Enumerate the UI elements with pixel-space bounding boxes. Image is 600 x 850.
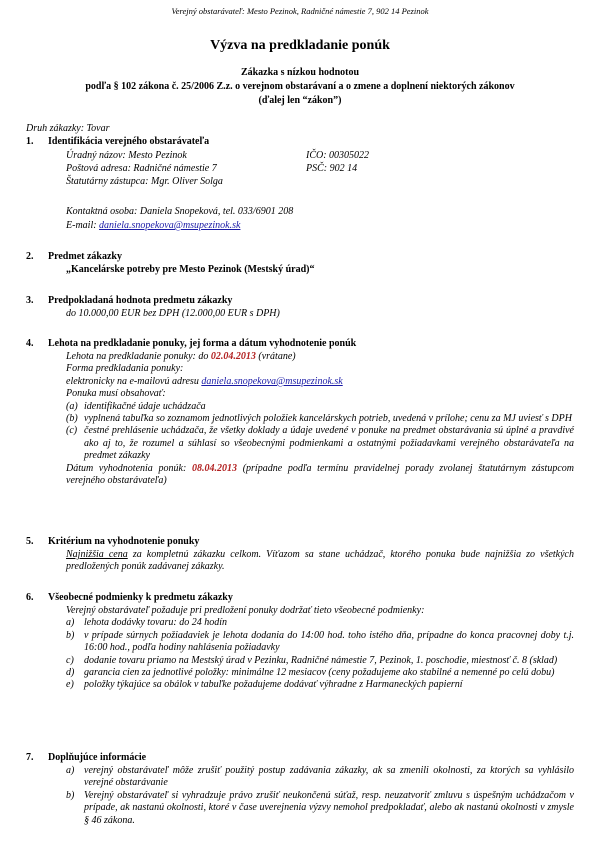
info-a-text: verejný obstarávateľ môže zrušiť použitý postup zadávania zákazky, ak sa zmenili okolnosti, za ktorých sa vyhlásilo verejné obstarávanie <box>84 765 574 789</box>
subject-of-contract: „Kancelárske potreby pre Mesto Pezinok (Mestský úrad)“ <box>66 264 315 275</box>
condition-c <box>66 655 574 667</box>
evaluation-date-line <box>66 463 574 488</box>
subtitle-line-3: (ďalej len “zákon”) <box>258 95 342 106</box>
condition-d-text: garancia cien za jednotlivé položky: minimálne 12 mesiacov (ceny požadujeme ako stabilné a nemenné po celú dobu) <box>84 667 555 679</box>
section-6-title: Všeobecné podmienky k predmetu zákazky <box>48 592 233 603</box>
evaluation-date: 08.04.2013 <box>191 462 237 474</box>
submission-email-line <box>66 376 574 388</box>
official-name: Úradný názov: Mesto Pezinok <box>66 150 187 161</box>
condition-e-text: položky týkajúce sa obálok v tabuľke požadujeme dodávať výhradne z Harmaneckých papierní <box>84 679 463 691</box>
document-subtitle <box>20 66 580 108</box>
condition-a <box>66 617 574 629</box>
submission-form: Forma predkladania ponuky: <box>66 363 184 375</box>
ico: IČO: 00305022 <box>306 150 370 161</box>
section-1-number: 1. <box>26 136 34 147</box>
postal-code: PSČ: 902 14 <box>306 163 358 174</box>
postal-address: Poštová adresa: Radničné námestie 7 <box>66 163 217 174</box>
section-3-number: 3. <box>26 295 34 306</box>
email-label: E-mail: <box>66 220 100 231</box>
condition-b-text: v prípade súrnych požiadaviek je lehota dodania do 14:00 hod. toho istého dňa, prípadne do konca pracovnej doby t.j. 16:00 hod., podľa hodiny nahlásenia požiadavky <box>84 629 574 654</box>
info-b <box>66 790 574 827</box>
contract-type: Druh zákazky: Tovar <box>26 123 110 134</box>
section-5-title: Kritérium na vyhodnotenie ponuky <box>48 536 200 547</box>
condition-a-text: lehota dodávky tovaru: do 24 hodín <box>84 617 228 629</box>
condition-e <box>66 679 574 691</box>
deadline-date: 02.04.2013 <box>210 351 256 362</box>
contact-person: Kontaktná osoba: Daniela Snopeková, tel. 033/6901 208 <box>66 206 294 217</box>
condition-b-label: b) <box>66 629 75 641</box>
section-6-number: 6. <box>26 592 34 603</box>
condition-d <box>66 667 574 679</box>
section-1-title: Identifikácia verejného obstarávateľa <box>48 136 210 147</box>
section-5-number: 5. <box>26 536 34 547</box>
condition-c-label: c) <box>66 654 74 666</box>
section-4-body <box>66 351 574 487</box>
criterion-text <box>66 549 574 574</box>
running-header: Verejný obstarávateľ: Mesto Pezinok, Radničné námestie 7, 902 14 Pezinok <box>171 6 429 16</box>
submission-email-link[interactable]: daniela.snopekova@msupezinok.sk <box>201 375 343 387</box>
condition-c-text: dodanie tovaru priamo na Mestský úrad v Pezinku, Radničné námestie 7, Pezinok, 1. poschodie, miestnosť č. 8 (sklad) <box>84 654 558 666</box>
offer-item-b <box>66 413 574 425</box>
section-4-title: Lehota na predkladanie ponuky, jej forma a dátum vyhodnotenie ponúk <box>48 338 357 349</box>
deadline-suffix: (vrátane) <box>255 351 296 362</box>
offer-item-c-label: (c) <box>66 425 78 437</box>
offer-item-a-label: (a) <box>66 400 78 412</box>
section-2-number: 2. <box>26 251 34 262</box>
info-b-text: Verejný obstarávateľ si vyhradzuje právo zrušiť neukončenú súťaž, resp. neuzatvoriť zmluvu s úspešným uchádzačom v prípade, ak nastanú okolnosti, ktoré v čase uverejnenia výzvy nemohol predpokladať, alebo ak nastanú okolnosti v zmysle § 46 zákona. <box>84 789 574 826</box>
offer-item-a <box>66 401 574 413</box>
condition-d-label: d) <box>66 667 75 679</box>
document-title: Výzva na predkladanie ponúk <box>210 38 390 53</box>
criterion-lead: Najnižšia cena <box>66 549 128 560</box>
section-7-title: Doplňujúce informácie <box>48 752 147 763</box>
statutory-representative: Štatutárny zástupca: Mgr. Oliver Solga <box>66 176 223 187</box>
offer-item-c-text: čestné prehlásenie uchádzača, že všetky doklady a údaje uvedené v ponuke na predmet obstarávania sú úplné a pravdivé ako aj to, že rozumel a súhlasí so všeobecnými podmienkami a ostatnými požiadavkami verejného obstarávateľa na predmet zákazky <box>84 425 574 462</box>
info-b-label: b) <box>66 789 75 801</box>
evaluation-date-label: Dátum vyhodnotenia ponúk: <box>66 462 192 474</box>
section-7-number: 7. <box>26 752 34 763</box>
offer-contents-label: Ponuka musí obsahovať: <box>66 388 166 400</box>
section-3-title: Predpokladaná hodnota predmetu zákazky <box>48 295 233 306</box>
section-4-number: 4. <box>26 338 34 349</box>
submission-email-label: elektronicky na e-mailovú adresu <box>66 375 202 387</box>
section-6-body <box>66 605 574 692</box>
deadline-label: Lehota na predkladanie ponuky: do <box>66 351 211 362</box>
offer-item-a-text: identifikačné údaje uchádzača <box>84 400 206 412</box>
conditions-intro: Verejný obstarávateľ požaduje pri predložení ponuky dodržať tieto všeobecné podmienky: <box>66 605 425 616</box>
offer-item-b-label: (b) <box>66 413 78 425</box>
offer-item-c <box>66 425 574 462</box>
section-7-body <box>66 765 574 827</box>
info-a-label: a) <box>66 765 75 776</box>
condition-b <box>66 630 574 655</box>
deadline-line <box>66 351 574 363</box>
info-a <box>66 765 574 790</box>
subtitle-line-2: podľa § 102 zákona č. 25/2006 Z.z. o verejnom obstarávaní a o zmene a doplnení niektorých zákonov <box>85 81 515 92</box>
criterion-body: za kompletnú zákazku celkom. Víťazom sa stane uchádzač, ktorého ponuka bude najnižšia zo všetkých predložených ponúk zadávanej zákazky. <box>66 549 574 573</box>
condition-e-label: e) <box>66 679 74 691</box>
condition-a-label: a) <box>66 617 75 629</box>
contact-email-line <box>66 220 240 232</box>
estimated-value: do 10.000,00 EUR bez DPH (12.000,00 EUR s DPH) <box>66 308 280 319</box>
contact-email-link[interactable]: daniela.snopekova@msupezinok.sk <box>99 220 241 231</box>
evaluation-date-suffix: (prípadne podľa termínu pravidelnej porady zvolanej štatutárnym zástupcom verejného obstarávateľa) <box>66 462 574 487</box>
subtitle-line-1: Zákazka s nízkou hodnotou <box>240 67 360 78</box>
offer-item-b-text: vyplnená tabuľka so zoznamom jednotlivých položiek kancelárskych potrieb, uvedená v prílohe; cenu za MJ uviesť s DPH <box>84 413 572 425</box>
section-2-title: Predmet zákazky <box>48 251 122 262</box>
